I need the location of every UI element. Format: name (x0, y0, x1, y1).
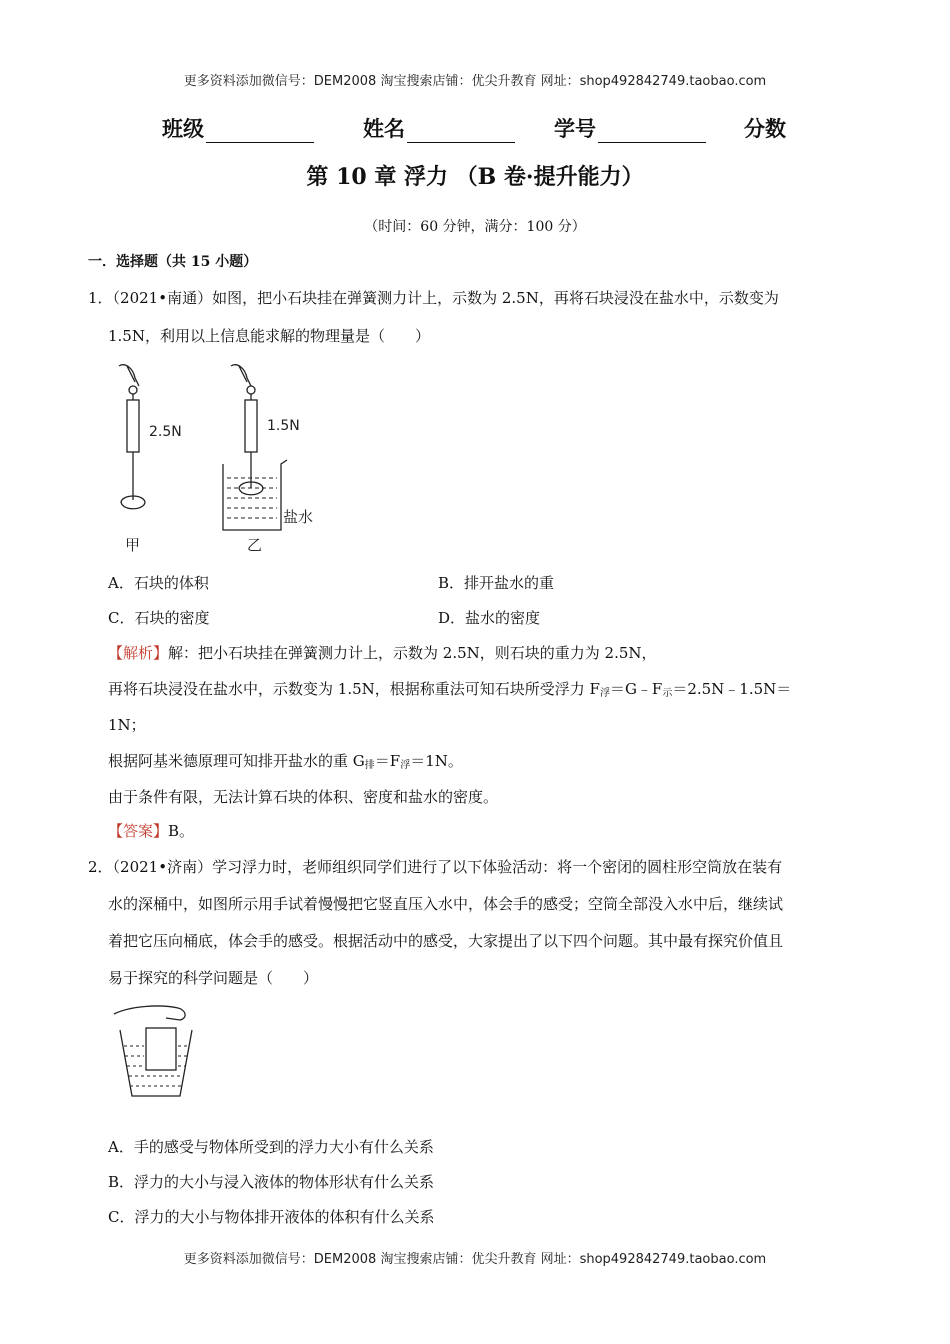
reading-a: 2.5N (149, 424, 182, 440)
q1-option-b[interactable]: B．排开盐水的重 (438, 574, 555, 592)
q1-analysis-line5: 由于条件有限，无法计算石块的体积、密度和盐水的密度。 (108, 788, 499, 806)
page-footer: 更多资料添加微信号：DEM2008 淘宝搜索店铺：优尖升教育 网址：shop492842749.taobao.com (183, 1252, 767, 1267)
q2-stem-line3: 着把它压向桶底，体会手的感受。根据活动中的感受，大家提出了以下四个问题。其中最有探究价值且 (108, 932, 784, 950)
figure-label-b: 乙 (247, 536, 263, 554)
q1-analysis-line4: 根据阿基米德原理可知排开盐水的重 $G_排=F_浮=1N$。 (108, 752, 463, 771)
q1-stem-line2: 1.5N，利用以上信息能求解的物理量是（ ） (108, 327, 430, 345)
q2-figure (110, 1000, 200, 1100)
page-title: 第 10 章 浮力 （B 卷·提升能力） (306, 164, 644, 190)
analysis-tag: 【解析】 (108, 644, 169, 662)
page-subtitle: （时间：60 分钟，满分：100 分） (364, 219, 586, 235)
class-field (162, 113, 314, 143)
name-blank (407, 122, 515, 143)
name-label: 姓名 (363, 116, 405, 141)
q1-option-a[interactable]: A．石块的体积 (108, 574, 209, 592)
q1-option-d[interactable]: D．盐水的密度 (438, 609, 541, 627)
figure-label-a: 甲 (125, 536, 141, 554)
q2-stem-line2: 水的深桶中，如图所示用手试着慢慢把它竖直压入水中，体会手的感受；空筒全部没入水中后，继续试 (108, 895, 784, 913)
salt-water (227, 478, 277, 518)
id-field (554, 113, 706, 143)
class-blank (206, 122, 314, 143)
q2-option-c[interactable]: C．浮力的大小与物体排开液体的体积有什么关系 (108, 1208, 435, 1226)
score-label: 分数 (744, 116, 786, 141)
q2-option-a[interactable]: A．手的感受与物体所受到的浮力大小有什么关系 (108, 1138, 434, 1156)
q1-option-c[interactable]: C．石块的密度 (108, 609, 210, 627)
spring-scale-a (119, 365, 145, 509)
q1-analysis-line3: 1N； (108, 716, 146, 734)
page-header: 更多资料添加微信号：DEM2008 淘宝搜索店铺：优尖升教育 网址：shop492842749.taobao.com (183, 74, 767, 89)
spring-scale-b (223, 365, 287, 530)
q1-analysis-line1: 【解析】解：把小石块挂在弹簧测力计上，示数为 2.5N，则石块的重力为 2.5N， (108, 644, 657, 662)
q1-answer: 【答案】B。 (108, 822, 195, 840)
liquid-label: 盐水 (283, 508, 314, 526)
q1-stem-line1: 1．（2021•南通）如图，把小石块挂在弹簧测力计上，示数为 2.5N，再将石块浸没在盐水中，示数变为 (88, 289, 779, 307)
id-label: 学号 (554, 116, 596, 141)
q2-stem-line1: 2．（2021•济南）学习浮力时，老师组织同学们进行了以下体验活动：将一个密闭的圆柱形空筒放在装有 (88, 858, 783, 876)
q1-analysis-line2: 再将石块浸没在盐水中，示数变为 1.5N，根据称重法可知石块所受浮力 $F_浮=G﹣F_示=2.5N﹣1.5N=$ (108, 680, 792, 699)
q1-figure (105, 360, 335, 560)
id-blank (598, 122, 706, 143)
q2-option-b[interactable]: B．浮力的大小与浸入液体的物体形状有什么关系 (108, 1173, 435, 1191)
class-label: 班级 (162, 116, 204, 141)
answer-tag: 【答案】 (108, 822, 169, 840)
q2-stem-line4: 易于探究的科学问题是（ ） (108, 969, 319, 987)
name-field (363, 113, 515, 143)
score-field (744, 113, 786, 143)
reading-b: 1.5N (267, 418, 300, 434)
section-heading: 一．选择题（共 15 小题） (88, 254, 258, 270)
